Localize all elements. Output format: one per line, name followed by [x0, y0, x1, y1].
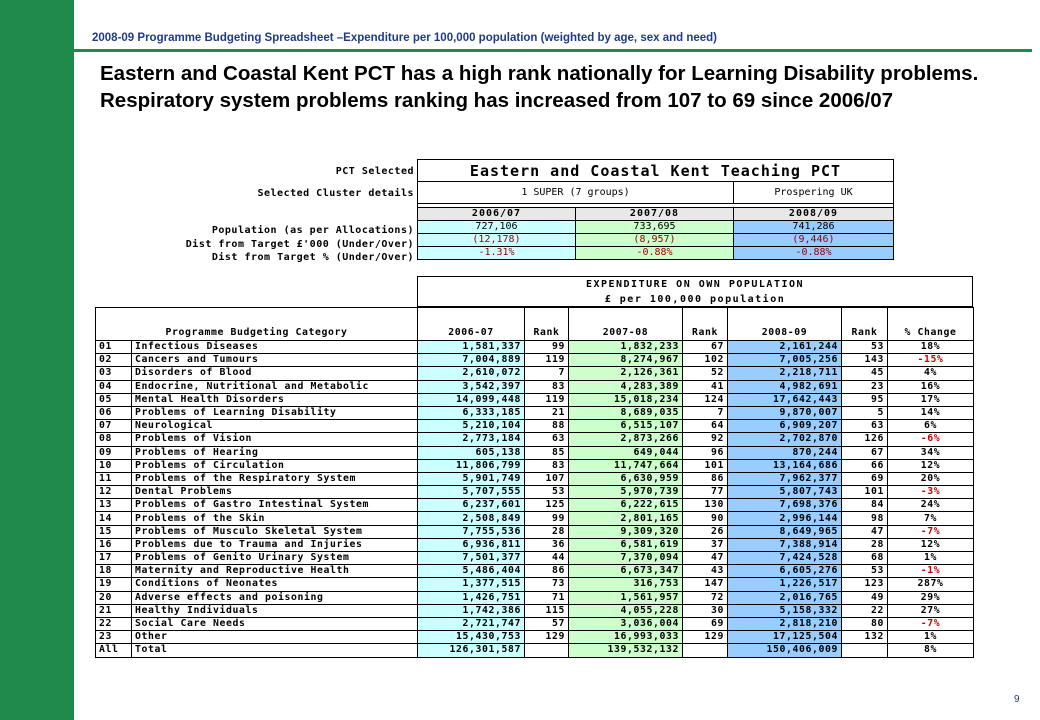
row-value-2006-07: 2,610,072	[418, 367, 525, 380]
row-percent-change: 14%	[888, 406, 974, 419]
row-rank-2006-07: 36	[525, 538, 569, 551]
row-code: 15	[96, 525, 132, 538]
row-category: Problems of Learning Disability	[132, 406, 418, 419]
row-rank-2007-08: 77	[683, 486, 728, 499]
row-value-2007-08: 8,689,035	[569, 406, 683, 419]
row-value-2008-09: 7,962,377	[728, 472, 842, 485]
row-percent-change: 18%	[888, 341, 974, 354]
table-row	[96, 512, 974, 525]
expenditure-table	[95, 307, 974, 658]
row-rank-2006-07: 44	[525, 552, 569, 565]
row-code: 22	[96, 617, 132, 630]
row-rank-2007-08: 86	[683, 472, 728, 485]
year-header-2007: 2007/08	[576, 208, 734, 221]
row-percent-change: 7%	[888, 512, 974, 525]
row-rank-2006-07	[525, 644, 569, 657]
row-rank-2008-09: 5	[842, 406, 888, 419]
dist-target-2008: (9,446)	[734, 234, 894, 247]
row-value-2006-07: 1,742,386	[418, 604, 525, 617]
header-2006-07: 2006-07	[418, 308, 525, 341]
row-rank-2008-09: 69	[842, 472, 888, 485]
row-code: 08	[96, 433, 132, 446]
expenditure-title: EXPENDITURE ON OWN POPULATION	[585, 279, 805, 290]
row-value-2007-08: 4,055,228	[569, 604, 683, 617]
row-code: 10	[96, 459, 132, 472]
row-value-2007-08: 4,283,389	[569, 380, 683, 393]
row-code: 19	[96, 578, 132, 591]
row-rank-2008-09: 68	[842, 552, 888, 565]
row-category: Healthy Individuals	[132, 604, 418, 617]
row-category: Problems of Gastro Intestinal System	[132, 499, 418, 512]
row-code: 04	[96, 380, 132, 393]
row-category: Mental Health Disorders	[132, 393, 418, 406]
label-dist-pct: Dist from Target % (Under/Over)	[211, 252, 414, 263]
row-value-2007-08: 2,801,165	[569, 512, 683, 525]
label-population: Population (as per Allocations)	[211, 225, 414, 236]
row-code: 20	[96, 591, 132, 604]
table-row	[96, 617, 974, 630]
row-rank-2007-08: 30	[683, 604, 728, 617]
label-pct-selected: PCT Selected	[335, 166, 414, 177]
row-rank-2006-07: 99	[525, 341, 569, 354]
row-percent-change: 17%	[888, 393, 974, 406]
row-value-2007-08: 9,309,320	[569, 525, 683, 538]
row-category: Problems due to Trauma and Injuries	[132, 538, 418, 551]
table-row	[96, 538, 974, 551]
table-row	[96, 631, 974, 644]
table-row	[96, 499, 974, 512]
year-header-2008: 2008/09	[734, 208, 894, 221]
row-rank-2006-07: 119	[525, 393, 569, 406]
row-value-2007-08: 8,274,967	[569, 354, 683, 367]
row-rank-2008-09: 95	[842, 393, 888, 406]
dist-pct-2008: -0.88%	[734, 247, 894, 260]
row-value-2007-08: 5,970,739	[569, 486, 683, 499]
header-rank-3: Rank	[842, 308, 888, 341]
row-code: 12	[96, 486, 132, 499]
row-percent-change: 29%	[888, 591, 974, 604]
row-value-2007-08: 316,753	[569, 578, 683, 591]
row-rank-2007-08: 101	[683, 459, 728, 472]
row-rank-2008-09: 53	[842, 341, 888, 354]
row-value-2007-08: 2,126,361	[569, 367, 683, 380]
row-code: 01	[96, 341, 132, 354]
row-percent-change: 24%	[888, 499, 974, 512]
row-value-2007-08: 16,993,033	[569, 631, 683, 644]
row-rank-2007-08: 64	[683, 420, 728, 433]
row-rank-2006-07: 86	[525, 565, 569, 578]
header-rank-2: Rank	[683, 308, 728, 341]
row-percent-change: 1%	[888, 631, 974, 644]
row-value-2008-09: 2,161,244	[728, 341, 842, 354]
row-rank-2008-09: 47	[842, 525, 888, 538]
row-rank-2006-07: 53	[525, 486, 569, 499]
row-category: Infectious Diseases	[132, 341, 418, 354]
row-rank-2007-08: 90	[683, 512, 728, 525]
row-rank-2006-07: 83	[525, 459, 569, 472]
row-rank-2007-08: 147	[683, 578, 728, 591]
row-code: 06	[96, 406, 132, 419]
row-category: Social Care Needs	[132, 617, 418, 630]
row-rank-2006-07: 99	[525, 512, 569, 525]
row-rank-2007-08: 7	[683, 406, 728, 419]
page-number: 9	[1014, 694, 1020, 705]
header-rank-1: Rank	[525, 308, 569, 341]
row-value-2008-09: 5,158,332	[728, 604, 842, 617]
row-rank-2008-09: 123	[842, 578, 888, 591]
cluster-name: Prospering UK	[734, 182, 894, 204]
dist-target-2006: (12,178)	[418, 234, 576, 247]
row-percent-change: -3%	[888, 486, 974, 499]
row-rank-2007-08: 129	[683, 631, 728, 644]
row-value-2008-09: 17,125,504	[728, 631, 842, 644]
row-value-2007-08: 11,747,664	[569, 459, 683, 472]
row-code: 05	[96, 393, 132, 406]
row-category: Cancers and Tumours	[132, 354, 418, 367]
row-rank-2007-08: 43	[683, 565, 728, 578]
slide-header: 2008-09 Programme Budgeting Spreadsheet –Expenditure per 100,000 population (weighted by age, sex and need)	[92, 32, 718, 44]
row-rank-2007-08: 72	[683, 591, 728, 604]
row-value-2008-09: 8,649,965	[728, 525, 842, 538]
table-row	[96, 433, 974, 446]
dist-pct-2006: -1.31%	[418, 247, 576, 260]
row-code: 11	[96, 472, 132, 485]
table-row	[96, 644, 974, 657]
left-green-bar	[0, 0, 74, 720]
row-value-2006-07: 126,301,587	[418, 644, 525, 657]
row-rank-2006-07: 21	[525, 406, 569, 419]
row-rank-2006-07: 7	[525, 367, 569, 380]
row-rank-2006-07: 28	[525, 525, 569, 538]
row-percent-change: 6%	[888, 420, 974, 433]
dist-pct-2007: -0.88%	[576, 247, 734, 260]
row-category: Problems of Circulation	[132, 459, 418, 472]
row-percent-change: -7%	[888, 525, 974, 538]
population-2007: 733,695	[576, 221, 734, 234]
row-value-2006-07: 2,721,747	[418, 617, 525, 630]
row-value-2006-07: 1,581,337	[418, 341, 525, 354]
row-category: Adverse effects and poisoning	[132, 591, 418, 604]
table-row	[96, 354, 974, 367]
row-rank-2008-09: 66	[842, 459, 888, 472]
row-rank-2007-08: 47	[683, 552, 728, 565]
row-rank-2007-08: 130	[683, 499, 728, 512]
row-value-2006-07: 5,901,749	[418, 472, 525, 485]
row-rank-2006-07: 57	[525, 617, 569, 630]
label-cluster: Selected Cluster details	[257, 188, 414, 199]
row-value-2007-08: 139,532,132	[569, 644, 683, 657]
table-row	[96, 525, 974, 538]
row-category: Problems of Musculo Skeletal System	[132, 525, 418, 538]
label-dist-target: Dist from Target £'000 (Under/Over)	[185, 239, 414, 250]
row-rank-2007-08: 26	[683, 525, 728, 538]
row-value-2008-09: 2,218,711	[728, 367, 842, 380]
table-row	[96, 578, 974, 591]
header-2007-08: 2007-08	[569, 308, 683, 341]
row-category: Problems of the Respiratory System	[132, 472, 418, 485]
row-rank-2008-09: 23	[842, 380, 888, 393]
row-category: Neurological	[132, 420, 418, 433]
row-value-2006-07: 2,773,184	[418, 433, 525, 446]
row-code: 02	[96, 354, 132, 367]
row-category: Maternity and Reproductive Health	[132, 565, 418, 578]
population-2008: 741,286	[734, 221, 894, 234]
row-rank-2007-08	[683, 644, 728, 657]
row-value-2008-09: 7,424,528	[728, 552, 842, 565]
row-rank-2008-09: 84	[842, 499, 888, 512]
row-value-2007-08: 6,630,959	[569, 472, 683, 485]
pct-info-table	[417, 159, 894, 260]
row-value-2006-07: 7,755,536	[418, 525, 525, 538]
row-rank-2006-07: 129	[525, 631, 569, 644]
row-value-2006-07: 6,333,185	[418, 406, 525, 419]
row-percent-change: 16%	[888, 380, 974, 393]
row-value-2007-08: 6,515,107	[569, 420, 683, 433]
row-rank-2008-09: 132	[842, 631, 888, 644]
row-rank-2007-08: 92	[683, 433, 728, 446]
row-rank-2006-07: 73	[525, 578, 569, 591]
table-row	[96, 472, 974, 485]
row-value-2007-08: 6,673,347	[569, 565, 683, 578]
table-row	[96, 380, 974, 393]
row-rank-2008-09: 28	[842, 538, 888, 551]
row-value-2006-07: 7,501,377	[418, 552, 525, 565]
row-rank-2008-09: 53	[842, 565, 888, 578]
row-percent-change: -7%	[888, 617, 974, 630]
row-rank-2008-09: 80	[842, 617, 888, 630]
row-code: 21	[96, 604, 132, 617]
row-rank-2007-08: 37	[683, 538, 728, 551]
row-value-2007-08: 1,832,233	[569, 341, 683, 354]
table-row	[96, 459, 974, 472]
row-code: 13	[96, 499, 132, 512]
row-value-2008-09: 6,605,276	[728, 565, 842, 578]
row-percent-change: -15%	[888, 354, 974, 367]
header-divider	[74, 49, 1032, 52]
row-rank-2008-09: 101	[842, 486, 888, 499]
row-code: 14	[96, 512, 132, 525]
row-value-2008-09: 2,016,765	[728, 591, 842, 604]
row-category: Dental Problems	[132, 486, 418, 499]
row-category: Total	[132, 644, 418, 657]
row-percent-change: 8%	[888, 644, 974, 657]
row-code: 03	[96, 367, 132, 380]
row-percent-change: 12%	[888, 459, 974, 472]
row-value-2006-07: 3,542,397	[418, 380, 525, 393]
table-row	[96, 552, 974, 565]
row-value-2006-07: 14,099,448	[418, 393, 525, 406]
row-value-2007-08: 2,873,266	[569, 433, 683, 446]
row-value-2006-07: 15,430,753	[418, 631, 525, 644]
row-value-2008-09: 6,909,207	[728, 420, 842, 433]
row-value-2007-08: 1,561,957	[569, 591, 683, 604]
row-rank-2008-09: 67	[842, 446, 888, 459]
row-rank-2006-07: 85	[525, 446, 569, 459]
row-percent-change: 27%	[888, 604, 974, 617]
row-value-2008-09: 7,698,376	[728, 499, 842, 512]
header-category: Programme Budgeting Category	[96, 308, 418, 341]
row-category: Problems of Hearing	[132, 446, 418, 459]
row-category: Other	[132, 631, 418, 644]
row-rank-2008-09: 126	[842, 433, 888, 446]
row-value-2006-07: 5,707,555	[418, 486, 525, 499]
row-rank-2006-07: 125	[525, 499, 569, 512]
year-header-2006: 2006/07	[418, 208, 576, 221]
row-rank-2008-09: 63	[842, 420, 888, 433]
row-rank-2006-07: 63	[525, 433, 569, 446]
row-value-2007-08: 649,044	[569, 446, 683, 459]
row-value-2006-07: 1,426,751	[418, 591, 525, 604]
table-row	[96, 446, 974, 459]
row-value-2006-07: 11,806,799	[418, 459, 525, 472]
row-code: All	[96, 644, 132, 657]
row-code: 17	[96, 552, 132, 565]
row-rank-2007-08: 41	[683, 380, 728, 393]
row-value-2006-07: 2,508,849	[418, 512, 525, 525]
row-value-2006-07: 6,237,601	[418, 499, 525, 512]
row-rank-2007-08: 69	[683, 617, 728, 630]
row-percent-change: -1%	[888, 565, 974, 578]
row-value-2008-09: 2,818,210	[728, 617, 842, 630]
slide-headline: Eastern and Coastal Kent PCT has a high rank nationally for Learning Disability problems. Respiratory system problems ranking has increased from 107 to 69 since 2006/07	[100, 62, 979, 112]
row-value-2006-07: 5,486,404	[418, 565, 525, 578]
row-rank-2007-08: 67	[683, 341, 728, 354]
row-value-2006-07: 605,138	[418, 446, 525, 459]
row-rank-2006-07: 88	[525, 420, 569, 433]
row-rank-2007-08: 96	[683, 446, 728, 459]
row-value-2008-09: 17,642,443	[728, 393, 842, 406]
row-rank-2007-08: 102	[683, 354, 728, 367]
row-rank-2006-07: 107	[525, 472, 569, 485]
row-percent-change: 4%	[888, 367, 974, 380]
row-value-2008-09: 870,244	[728, 446, 842, 459]
row-value-2007-08: 3,036,004	[569, 617, 683, 630]
row-rank-2006-07: 115	[525, 604, 569, 617]
dist-target-2007: (8,957)	[576, 234, 734, 247]
header-change: % Change	[888, 308, 974, 341]
table-header-row	[96, 308, 974, 341]
row-value-2006-07: 5,210,104	[418, 420, 525, 433]
row-value-2007-08: 6,581,619	[569, 538, 683, 551]
row-rank-2007-08: 124	[683, 393, 728, 406]
row-value-2008-09: 13,164,686	[728, 459, 842, 472]
row-code: 16	[96, 538, 132, 551]
table-row	[96, 420, 974, 433]
row-category: Problems of the Skin	[132, 512, 418, 525]
row-value-2007-08: 7,370,094	[569, 552, 683, 565]
row-rank-2008-09: 98	[842, 512, 888, 525]
row-value-2008-09: 150,406,009	[728, 644, 842, 657]
row-rank-2006-07: 119	[525, 354, 569, 367]
table-row	[96, 341, 974, 354]
row-percent-change: 34%	[888, 446, 974, 459]
table-row	[96, 393, 974, 406]
expenditure-subtitle: £ per 100,000 population	[604, 294, 786, 305]
row-category: Disorders of Blood	[132, 367, 418, 380]
row-category: Problems of Vision	[132, 433, 418, 446]
header-2008-09: 2008-09	[728, 308, 842, 341]
row-rank-2007-08: 52	[683, 367, 728, 380]
row-value-2007-08: 6,222,615	[569, 499, 683, 512]
row-code: 07	[96, 420, 132, 433]
table-row	[96, 486, 974, 499]
row-value-2008-09: 2,702,870	[728, 433, 842, 446]
row-rank-2008-09	[842, 644, 888, 657]
row-rank-2008-09: 22	[842, 604, 888, 617]
row-value-2008-09: 5,807,743	[728, 486, 842, 499]
row-category: Endocrine, Nutritional and Metabolic	[132, 380, 418, 393]
row-value-2006-07: 7,004,889	[418, 354, 525, 367]
row-category: Conditions of Neonates	[132, 578, 418, 591]
row-percent-change: 287%	[888, 578, 974, 591]
row-code: 23	[96, 631, 132, 644]
row-percent-change: 20%	[888, 472, 974, 485]
population-2006: 727,106	[418, 221, 576, 234]
row-rank-2008-09: 45	[842, 367, 888, 380]
row-rank-2008-09: 49	[842, 591, 888, 604]
row-value-2006-07: 6,936,811	[418, 538, 525, 551]
row-rank-2006-07: 71	[525, 591, 569, 604]
row-value-2008-09: 4,982,691	[728, 380, 842, 393]
row-value-2007-08: 15,018,234	[569, 393, 683, 406]
expenditure-title-box	[417, 276, 973, 307]
table-row	[96, 565, 974, 578]
row-category: Problems of Genito Urinary System	[132, 552, 418, 565]
row-value-2008-09: 7,388,914	[728, 538, 842, 551]
row-value-2008-09: 2,996,144	[728, 512, 842, 525]
row-rank-2006-07: 83	[525, 380, 569, 393]
row-value-2008-09: 9,870,007	[728, 406, 842, 419]
cluster-group: 1 SUPER (7 groups)	[418, 182, 734, 204]
row-percent-change: 12%	[888, 538, 974, 551]
row-percent-change: 1%	[888, 552, 974, 565]
row-code: 09	[96, 446, 132, 459]
table-row	[96, 367, 974, 380]
row-code: 18	[96, 565, 132, 578]
expenditure-table-body	[96, 308, 974, 658]
row-value-2008-09: 7,005,256	[728, 354, 842, 367]
row-rank-2008-09: 143	[842, 354, 888, 367]
row-percent-change: -6%	[888, 433, 974, 446]
table-row	[96, 406, 974, 419]
pct-name: Eastern and Coastal Kent Teaching PCT	[418, 160, 894, 182]
table-row	[96, 604, 974, 617]
row-value-2006-07: 1,377,515	[418, 578, 525, 591]
row-value-2008-09: 1,226,517	[728, 578, 842, 591]
table-row	[96, 591, 974, 604]
